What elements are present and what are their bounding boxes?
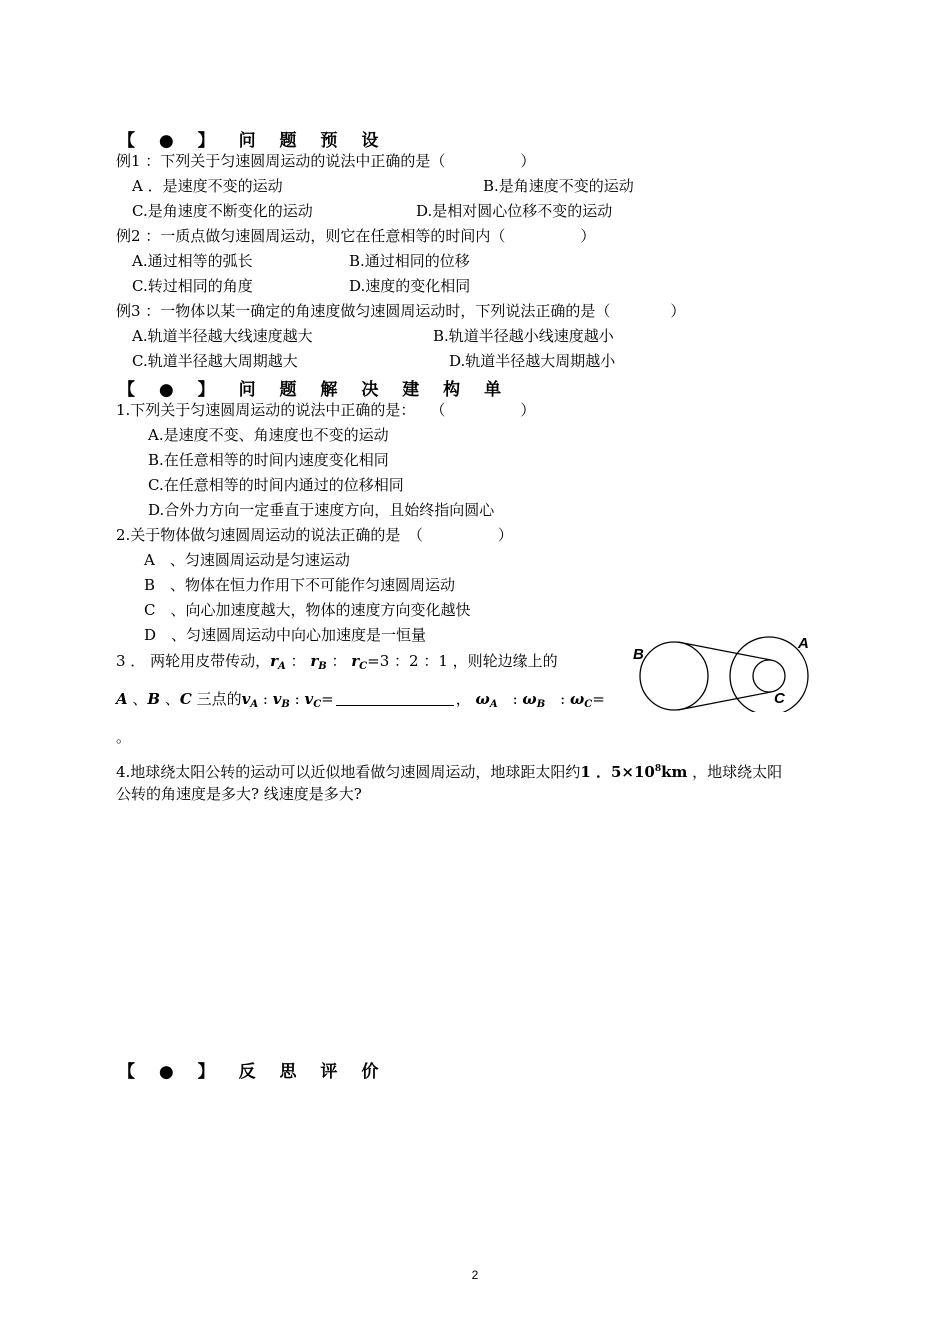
question-3-line-1: 3 ． 两轮用皮带传动，$r_A$ ： $r_B$ ： $r_C=3$ ：2 ：1 ，则轮边缘上的 [116,652,558,672]
example-2-option-a: A.通过相等的弧长 [132,252,253,270]
label-b: B [633,646,644,663]
question-2-option-c: C 、向心加速度越大，物体的速度方向变化越快 [144,601,471,619]
question-2-stem: 2.关于物体做匀速圆周运动的说法正确的是 （ ） [116,526,513,544]
question-1-stem: 1.下列关于匀速圆周运动的说法中正确的是： （ ） [116,401,536,419]
example-2-option-b: B.通过相同的位移 [349,252,470,270]
question-3-end: 。 [116,728,132,746]
section-title-problem-solving: 【 ● 】 问 题 解 决 建 构 单 [118,380,511,400]
question-3-line-2: A 、B 、C 三点的$v_A$ : $v_B$ : $v_C=$ ， $\omega_A$ : $\omega_B$ : $\omega_C=$ [116,690,605,710]
question-1-option-a: A.是速度不变、角速度也不变的运动 [148,426,389,444]
belt-pulley-figure [626,632,816,712]
belt-bottom [678,692,771,710]
example-1-option-c: C.是角速度不断变化的运动 [132,202,313,220]
belt-top [678,642,771,660]
question-2-option-b: B 、物体在恒力作用下不可能作匀速圆周运动 [144,576,456,594]
example-1-option-a: A ．是速度不变的运动 [132,177,283,195]
example-3-stem: 例3 ：一物体以某一确定的角速度做匀速圆周运动时，下列说法正确的是（ ） [116,302,686,320]
wheel-c [753,660,785,692]
label-a: A [798,635,809,652]
section-title-reflection: 【 ● 】 反 思 评 价 [118,1062,388,1082]
question-4-line-2: 公转的角速度是多大? 线速度是多大? [116,785,362,803]
example-1-option-b: B.是角速度不变的运动 [483,177,634,195]
question-2-option-a: A 、匀速圆周运动是匀速运动 [144,551,350,569]
question-4-line-1: 4.地球绕太阳公转的运动可以近似地看做匀速圆周运动，地球距太阳约1 ．$5\times 10^8km$ ，地球绕太阳 [116,763,783,781]
example-3-option-c: C.轨道半径越大周期越大 [132,352,298,370]
example-1-option-d: D.是相对圆心位移不变的运动 [416,202,613,220]
example-2-option-d: D.速度的变化相同 [349,277,471,295]
wheel-b [640,642,708,710]
example-2-option-c: C.转过相同的角度 [132,277,253,295]
question-1-option-d: D.合外力方向一定垂直于速度方向，且始终指向圆心 [148,501,495,519]
section-title-preview: 【 ● 】 问 题 预 设 [118,131,388,151]
question-1-option-b: B.在任意相等的时间内速度变化相同 [148,451,389,469]
example-3-option-a: A.轨道半径越大线速度越大 [132,327,313,345]
label-c: C [774,690,785,707]
example-2-stem: 例2 ：一质点做匀速圆周运动，则它在任意相等的时间内（ ） [116,227,596,245]
wheel-a [730,637,808,712]
example-3-option-b: B.轨道半径越小线速度越小 [433,327,614,345]
velocity-ratio-blank[interactable] [336,691,454,706]
example-3-option-d: D.轨道半径越大周期越小 [449,352,616,370]
question-1-option-c: C.在任意相等的时间内通过的位移相同 [148,476,404,494]
example-1-stem: 例1 ：下列关于匀速圆周运动的说法中正确的是（ ） [116,152,536,170]
question-2-option-d: D 、匀速圆周运动中向心加速度是一恒量 [144,626,427,644]
page-number: 2 [471,1268,479,1282]
